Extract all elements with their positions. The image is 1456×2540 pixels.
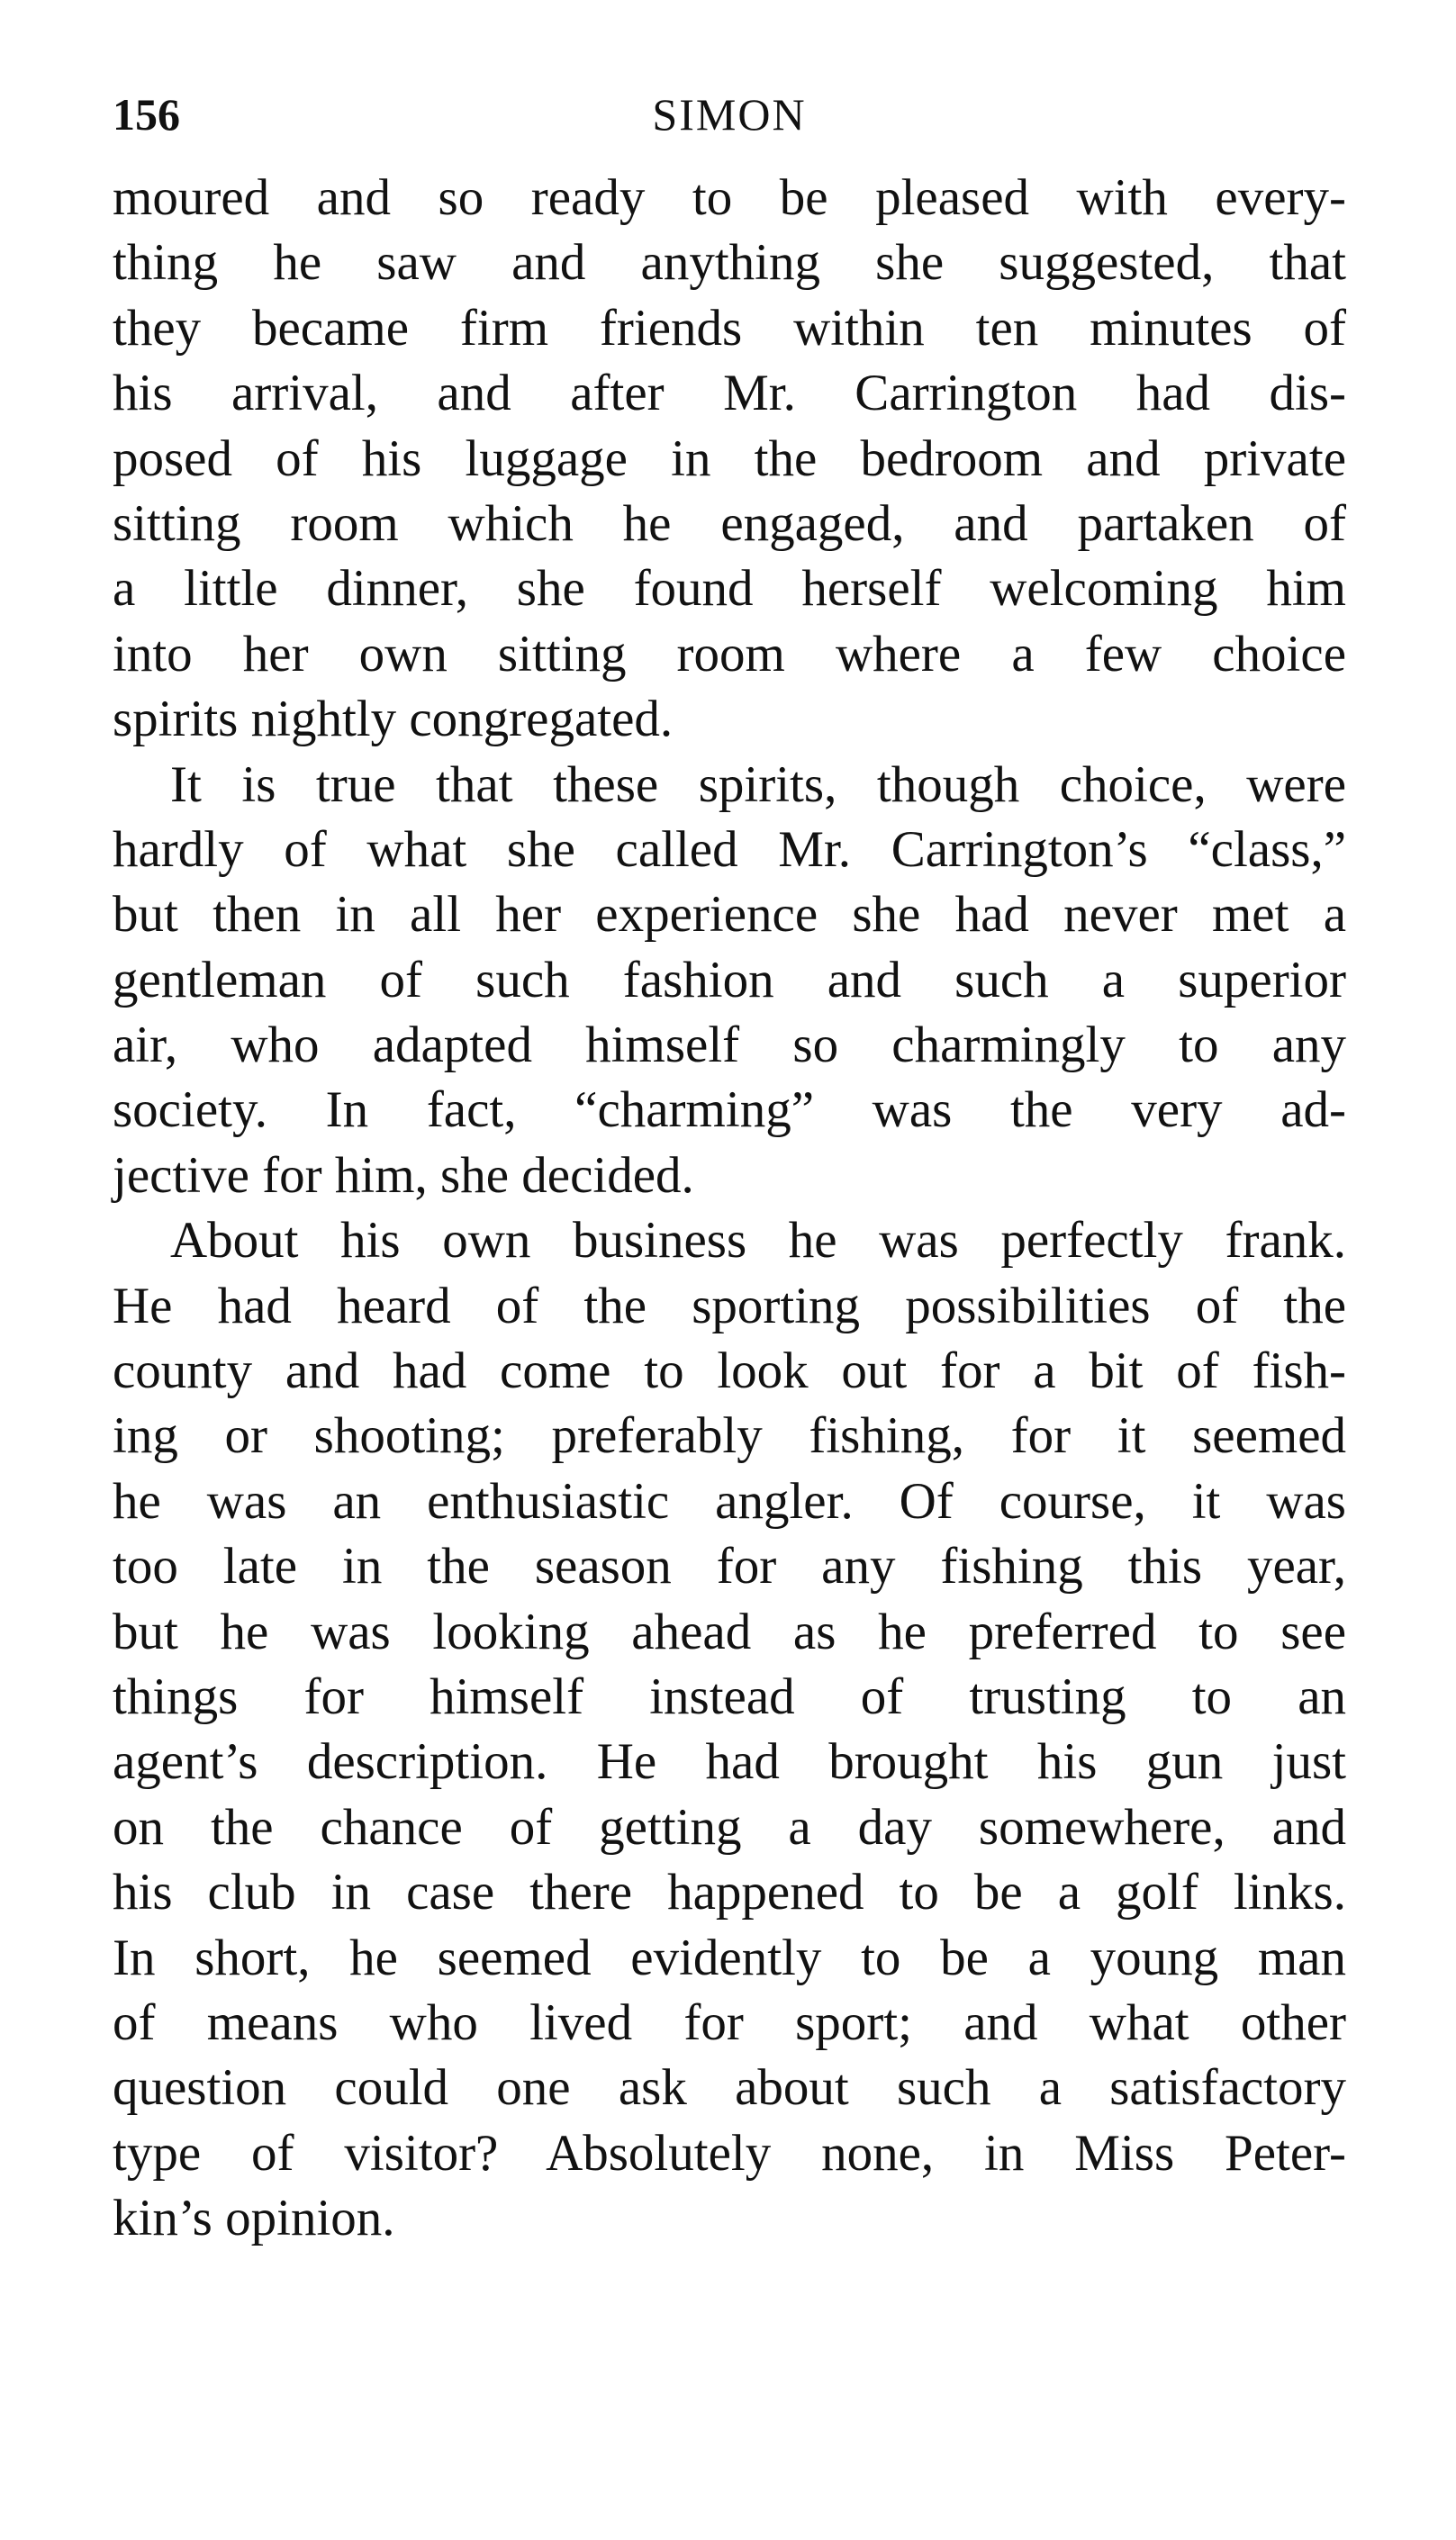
page-number: 156	[113, 89, 180, 140]
text-line: ing or shooting; preferably fishing, for it seemed	[113, 1407, 1346, 1465]
text-line: spirits nightly congregated.	[113, 691, 674, 748]
text-line: He had heard of the sporting possibilities of the	[113, 1277, 1346, 1334]
text-line: things for himself instead of trusting to an	[113, 1668, 1346, 1725]
text-line: moured and so ready to be pleased with every-	[113, 169, 1346, 226]
text-line: kin’s opinion.	[113, 2190, 395, 2247]
text-line: thing he saw and anything she suggested, that	[113, 234, 1346, 292]
text-line: he was an enthusiastic angler. Of course, it was	[113, 1472, 1346, 1530]
text-line: In short, he seemed evidently to be a young man	[113, 1929, 1346, 1986]
text-line: but he was looking ahead as he preferred to see	[113, 1603, 1346, 1660]
text-line: posed of his luggage in the bedroom and private	[113, 429, 1346, 487]
text-line: on the chance of getting a day somewhere, and	[113, 1798, 1346, 1856]
text-line: county and had come to look out for a bit of fish-	[113, 1342, 1346, 1400]
text-line: air, who adapted himself so charmingly to any	[113, 1017, 1346, 1074]
text-line: his arrival, and after Mr. Carrington had dis-	[113, 365, 1346, 422]
text-line: into her own sitting room where a few choice	[113, 625, 1346, 682]
text-line: of means who lived for sport; and what other	[113, 1993, 1346, 2051]
text-line: they became firm friends within ten minutes of	[113, 299, 1346, 357]
text-line: but then in all her experience she had never met a	[113, 886, 1346, 944]
text-line: a little dinner, she found herself welcoming him	[113, 560, 1346, 618]
paragraph-first-line: About his own business he was perfectly frank.	[170, 1212, 1346, 1270]
text-line: sitting room which he engaged, and partaken of	[113, 494, 1346, 552]
text-line: jective for him, she decided.	[113, 1146, 694, 1204]
text-line: agent’s description. He had brought his gun just	[113, 1733, 1346, 1791]
text-line: society. In fact, “charming” was the very ad-	[113, 1081, 1346, 1139]
text-line: type of visitor? Absolutely none, in Miss Peter-	[113, 2124, 1346, 2182]
text-line: hardly of what she called Mr. Carrington’s “class,”	[113, 820, 1346, 878]
running-title: SIMON	[652, 89, 807, 140]
text-line: gentleman of such fashion and such a superior	[113, 951, 1346, 1008]
text-line: question could one ask about such a satisfactory	[113, 2059, 1346, 2117]
text-line: too late in the season for any fishing this year,	[113, 1538, 1346, 1595]
text-line: his club in case there happened to be a golf links.	[113, 1864, 1346, 1921]
paragraph-first-line: It is true that these spirits, though choice, were	[170, 755, 1346, 813]
running-head	[113, 83, 1346, 146]
body-text	[113, 166, 1346, 2252]
